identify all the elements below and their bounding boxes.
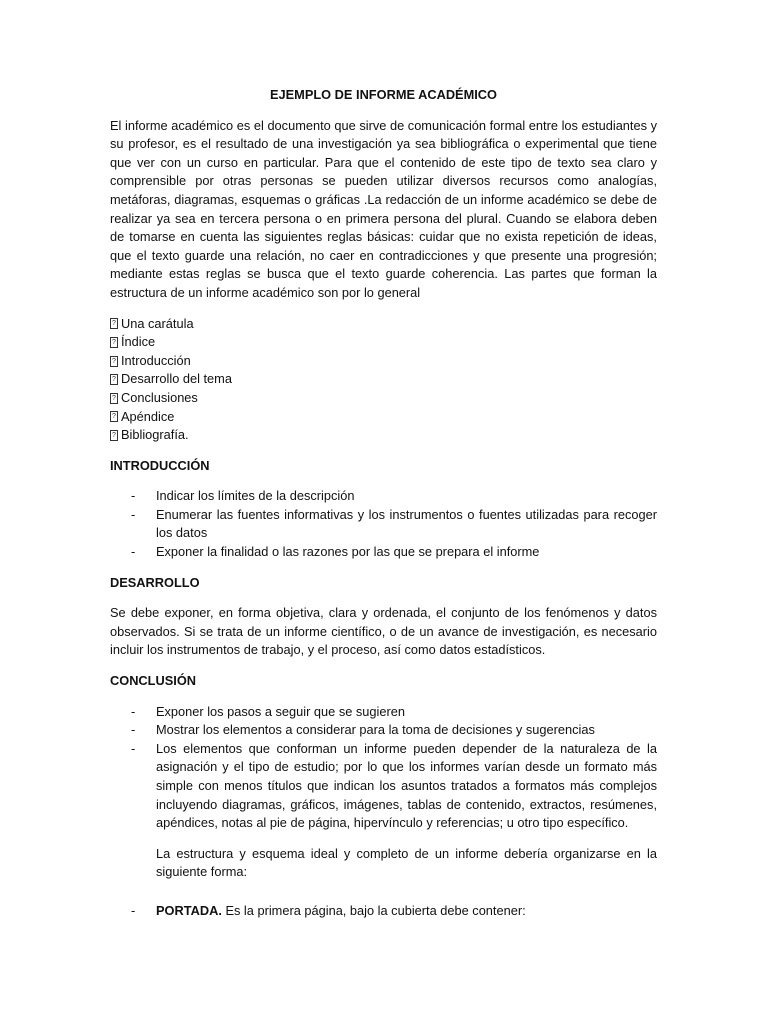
portada-text: Es la primera página, bajo la cubierta debe contener: — [221, 902, 526, 918]
missing-glyph-icon: ? — [110, 337, 118, 348]
list-item: ? Índice — [110, 333, 657, 352]
section-heading-introduccion: INTRODUCCIÓN — [110, 457, 210, 473]
missing-glyph-icon: ? — [110, 374, 118, 385]
list-item: ? Desarrollo del tema — [110, 370, 657, 389]
section-heading-desarrollo: DESARROLLO — [110, 574, 200, 590]
list-item: ? Apéndice — [110, 408, 657, 427]
desarrollo-paragraph: Se debe exponer, en forma objetiva, clara y ordenada, el conjunto de los fenómenos y datos observados. Si se trata de un informe científico, o de un avance de investigación, es necesario incluir los instrumentos de trabajo, y el proceso, así como datos estadísticos. — [110, 605, 657, 658]
list-item: ? Introducción — [110, 352, 657, 371]
missing-glyph-icon: ? — [110, 318, 118, 329]
list-item: - Indicar los límites de la descripción — [131, 488, 355, 504]
list-item: - Enumerar las fuentes informativas y los instrumentos o fuentes utilizadas para recoger los datos — [131, 506, 657, 541]
missing-glyph-icon: ? — [110, 356, 118, 367]
list-item: - PORTADA. Es la primera página, bajo la cubierta debe contener: — [131, 902, 526, 918]
missing-glyph-icon: ? — [110, 411, 118, 422]
parts-list — [110, 315, 657, 445]
list-item: ? Bibliografía. — [110, 426, 657, 445]
conclusion-list — [110, 703, 657, 833]
list-item: - Mostrar los elementos a considerar para la toma de decisiones y sugerencias — [131, 722, 595, 738]
list-item: - Los elementos que conforman un informe pueden depender de la naturaleza de la asignación y el tipo de estudio; por lo que los informes varían desde un formato más simple con menos títulos que indican los asuntos tratados a formatos más complejos incluyendo diagramas, gráficos, imágenes, tablas de contenido, extractos, resúmenes, apéndices, notas al pie de página, hipervínculo y referencias; u otro tipo específico. — [131, 740, 657, 831]
section-heading-conclusion: CONCLUSIÓN — [110, 673, 197, 689]
introduccion-list — [110, 487, 657, 561]
list-item: ? Una carátula — [110, 315, 657, 334]
structure-paragraph: La estructura y esquema ideal y completo de un informe debería organizarse en la siguiente forma: — [156, 845, 657, 880]
portada-list — [110, 902, 657, 921]
portada-label: PORTADA. — [156, 902, 222, 918]
missing-glyph-icon: ? — [110, 393, 118, 404]
list-item: - Exponer los pasos a seguir que se sugieren — [131, 703, 405, 719]
missing-glyph-icon: ? — [110, 430, 118, 441]
document-title: EJEMPLO DE INFORME ACADÉMICO — [269, 87, 498, 102]
list-item: ? Conclusiones — [110, 389, 657, 408]
list-item: - Exponer la finalidad o las razones por las que se prepara el informe — [131, 544, 540, 560]
intro-paragraph: El informe académico es el documento que sirve de comunicación formal entre los estudiantes y su profesor, es el resultado de una investigación ya sea bibliográfica o experimental que tiene que ver con un curso en particular. Para que el contenido de este tipo de texto sea claro y comprensible por otras personas se pueden utilizar diversos recursos como analogías, metáforas, diagramas, esquemas o gráficas .La redacción de un informe académico se debe de realizar ya sea en tercera persona o en primera persona del plural. Cuando se elabora deben de tomarse en cuenta las siguientes reglas básicas: cuidar que no exista repetición de ideas, que el texto guarde una relación, no caer en contradicciones y que presente una progresión; mediante estas reglas se busca que el texto guarde coherencia. Las partes que forman la estructura de un informe académico son por lo general — [110, 117, 657, 300]
document-content — [110, 86, 657, 933]
